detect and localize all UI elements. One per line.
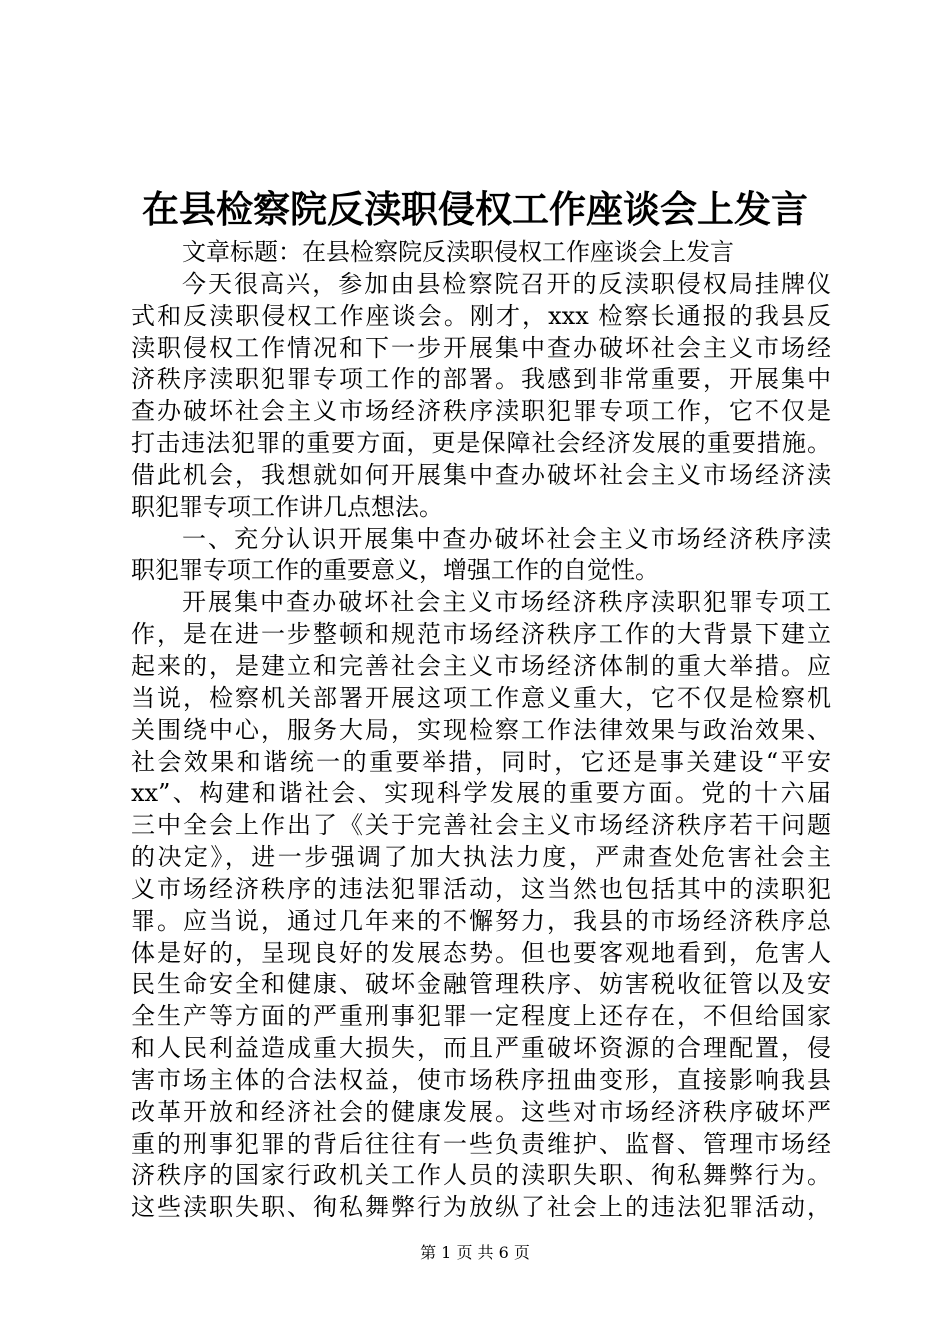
text-line: 起来的，是建立和完善社会主义市场经济体制的重大举措。应 [131, 651, 831, 680]
text-line: 打击违法犯罪的重要方面，更是保障社会经济发展的重要措施。 [131, 429, 831, 458]
text-line: 文章标题：在县检察院反渎职侵权工作座谈会上发言 [182, 238, 734, 266]
text-line: 改革开放和经济社会的健康发展。这些对市场经济秩序破坏严 [131, 1097, 831, 1126]
text-line: 义市场经济秩序的违法犯罪活动，这当然也包括其中的渎职犯 [131, 874, 831, 903]
text-line: 的决定》，进一步强调了加大执法力度，严肃查处危害社会主 [131, 843, 831, 872]
text-line: 一、充分认识开展集中查办破坏社会主义市场经济秩序渎 [182, 524, 831, 553]
text-line: 关围绕中心，服务大局，实现检察工作法律效果与政治效果、 [131, 715, 831, 744]
text-line: 全生产等方面的严重刑事犯罪一定程度上还存在，不但给国家 [131, 1002, 831, 1031]
text-line: 和人民利益造成重大损失，而且严重破坏资源的合理配置，侵 [131, 1034, 831, 1063]
text-line: 重的刑事犯罪的背后往往有一些负责维护、监督、管理市场经 [131, 1129, 831, 1158]
document-title: 在县检察院反渎职侵权工作座谈会上发言 [142, 187, 808, 231]
text-line: 害市场主体的合法权益，使市场秩序扭曲变形，直接影响我县 [131, 1065, 831, 1094]
text-line: 作，是在进一步整顿和规范市场经济秩序工作的大背景下建立 [131, 620, 831, 649]
text-line: 济秩序的国家行政机关工作人员的渎职失职、徇私舞弊行为。 [131, 1161, 831, 1190]
text-line: 三中全会上作出了《关于完善社会主义市场经济秩序若干问题 [131, 811, 831, 840]
text-line: 这些渎职失职、徇私舞弊行为放纵了社会上的违法犯罪活动， [131, 1193, 831, 1222]
text-line: 查办破坏社会主义市场经济秩序渎职犯罪专项工作，它不仅是 [131, 397, 831, 426]
document-body [131, 237, 831, 1224]
text-line: 渎职侵权工作情况和下一步开展集中查办破坏社会主义市场经 [131, 333, 831, 362]
text-line: 体是好的，呈现良好的发展态势。但也要客观地看到，危害人 [131, 938, 831, 967]
text-line: 开展集中查办破坏社会主义市场经济秩序渎职犯罪专项工 [182, 588, 831, 617]
text-line: 借此机会，我想就如何开展集中查办破坏社会主义市场经济渎 [131, 460, 831, 489]
text-line: 罪。应当说，通过几年来的不懈努力，我县的市场经济秩序总 [131, 906, 831, 935]
text-line: 当说，检察机关部署开展这项工作意义重大，它不仅是检察机 [131, 683, 831, 712]
text-line: 职犯罪专项工作讲几点想法。 [131, 492, 443, 521]
text-line: 式和反渎职侵权工作座谈会。刚才，xxx 检察长通报的我县反 [131, 301, 831, 330]
text-line: 济秩序渎职犯罪专项工作的部署。我感到非常重要，开展集中 [131, 365, 831, 394]
text-line: 社会效果和谐统一的重要举措，同时，它还是事关建设“平安 [131, 747, 831, 776]
page-number: 第 1 页 共 6 页 [420, 1243, 530, 1262]
text-line: 今天很高兴，参加由县检察院召开的反渎职侵权局挂牌仪 [182, 269, 831, 298]
text-line: xx”、构建和谐社会、实现科学发展的重要方面。党的十六届 [131, 779, 831, 808]
text-line: 职犯罪专项工作的重要意义，增强工作的自觉性。 [131, 556, 659, 585]
text-line: 民生命安全和健康、破坏金融管理秩序、妨害税收征管以及安 [131, 970, 831, 999]
